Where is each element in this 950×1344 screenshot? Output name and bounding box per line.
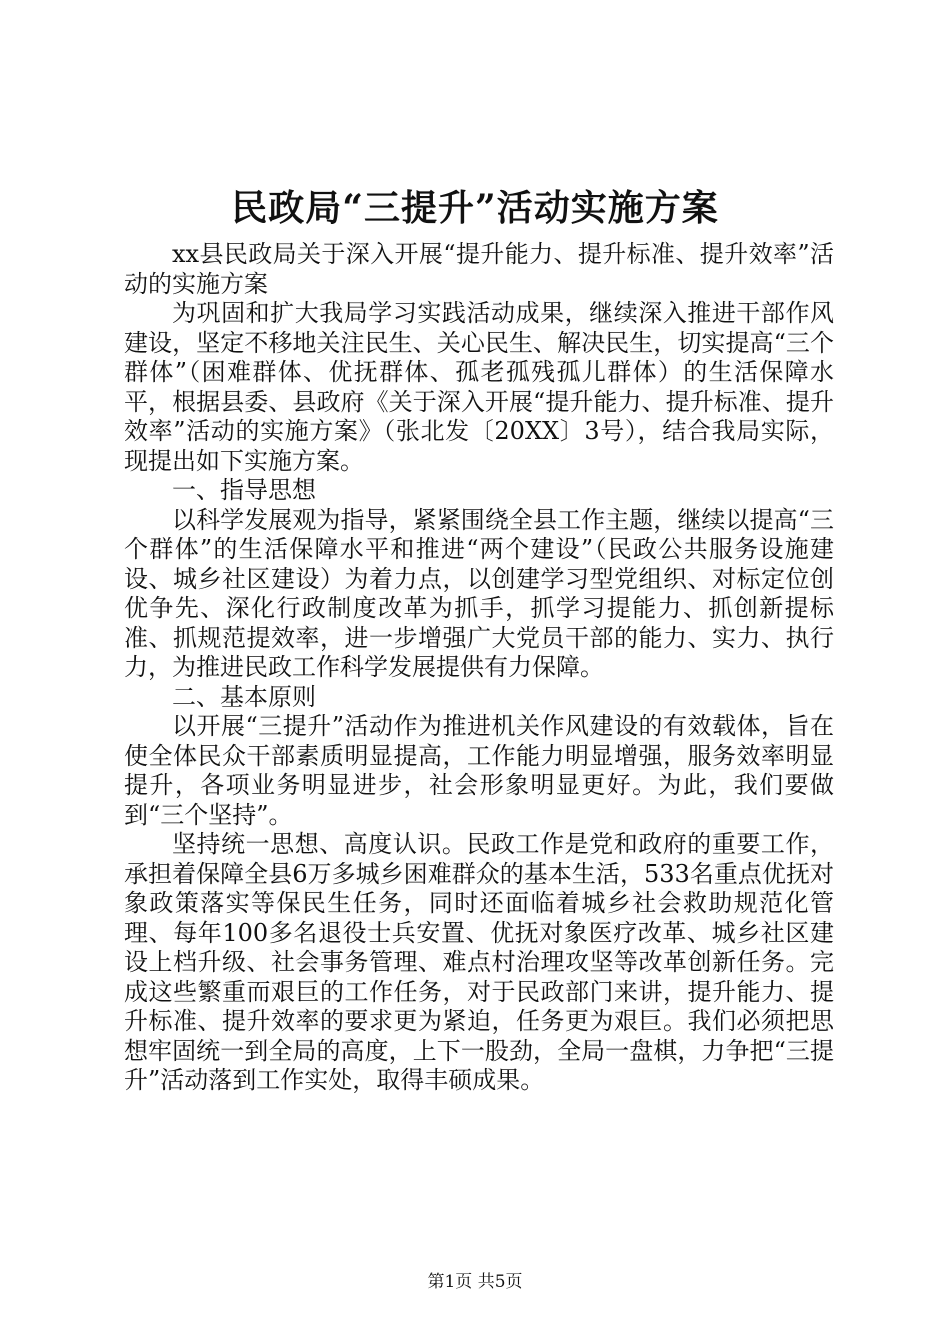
page-number-footer: 第1页 共5页 <box>427 1272 523 1292</box>
document-title: 民政局“三提升”活动实施方案 <box>231 187 719 229</box>
heading-guiding-ideology: 一、指导思想 <box>172 476 316 504</box>
paragraph-unified-thinking: 坚持统一思想、高度认识。民政工作是党和政府的重要工作，承担着保障全县6万多城乡困难群众的基本生活，533名重点优抚对象政策落实等保民生任务，同时还面临着城乡社会救助规范化管理、每年100多名退役士兵安置、优抚对象医疗改革、城乡社区建设上档升级、社会事务管理、难点村治理攻坚等改革创新任务。完成这些繁重而艰巨的工作任务，对于民政部门来讲，提升能力、提升标准、提升效率的要求更为紧迫，任务更为艰巨。我们必须把思想牢固统一到全局的高度，上下一股劲，全局一盘棋，力争把“三提升”活动落到工作实处，取得丰硕成果。 <box>124 830 834 1094</box>
paragraph-basic-principles: 以开展“三提升”活动作为推进机关作风建设的有效载体，旨在使全体民众干部素质明显提高，工作能力明显增强，服务效率明显提升，各项业务明显进步，社会形象明显更好。为此，我们要做到“三个坚持”。 <box>124 712 834 829</box>
document-body <box>124 240 834 1096</box>
paragraph-subtitle: xx县民政局关于深入开展“提升能力、提升标准、提升效率”活动的实施方案 <box>124 240 834 298</box>
heading-basic-principles: 二、基本原则 <box>172 682 316 711</box>
paragraph-intro: 为巩固和扩大我局学习实践活动成果，继续深入推进干部作风建设，坚定不移地关注民生、关心民生、解决民生，切实提高“三个群体”（困难群体、优抚群体、孤老孤残孤儿群体）的生活保障水平，根据县委、县政府《关于深入开展“提升能力、提升标准、提升效率”活动的实施方案》（张北发〔20XX〕3号），结合我局实际，现提出如下实施方案。 <box>124 299 834 475</box>
paragraph-guiding-ideology: 以科学发展观为指导，紧紧围绕全县工作主题，继续以提高“三个群体”的生活保障水平和推进“两个建设”（民政公共服务设施建设、城乡社区建设）为着力点，以创建学习型党组织、对标定位创优争先、深化行政制度改革为抓手，抓学习提能力、抓创新提标准、抓规范提效率，进一步增强广大党员干部的能力、实力、执行力，为推进民政工作科学发展提供有力保障。 <box>124 505 834 681</box>
